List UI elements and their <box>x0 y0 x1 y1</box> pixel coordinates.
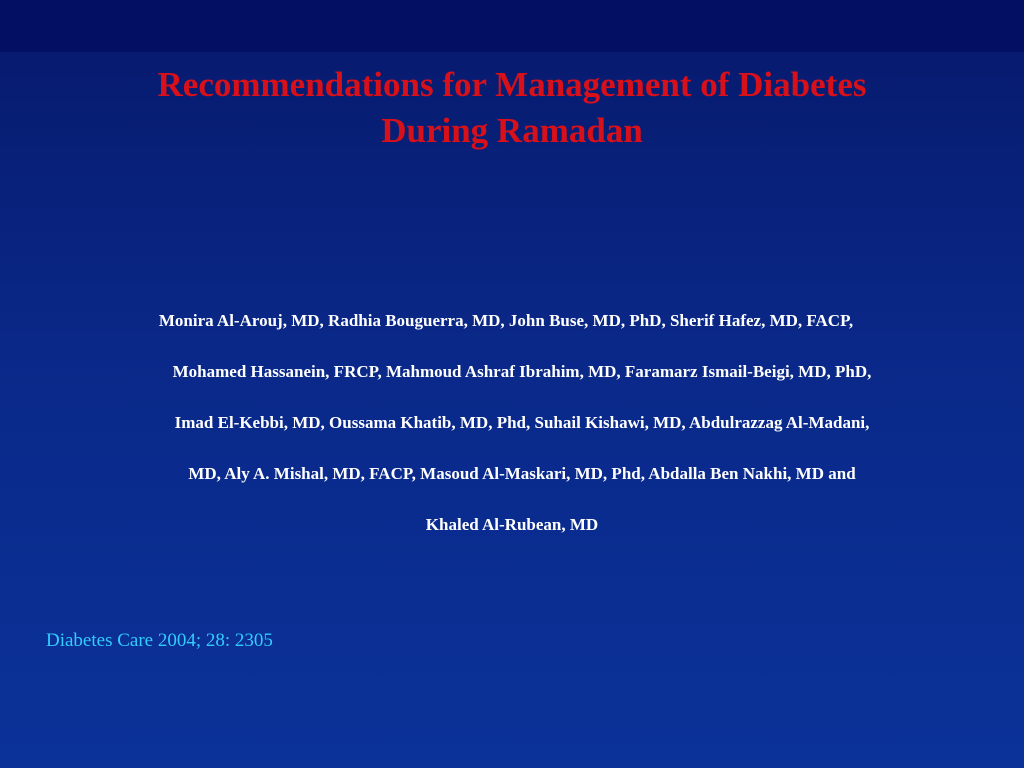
author-line-2: Mohamed Hassanein, FRCP, Mahmoud Ashraf Ibrahim, MD, Faramarz Ismail-Beigi, MD, PhD, <box>172 362 872 381</box>
author-list <box>40 305 984 560</box>
top-band <box>0 0 1024 52</box>
author-line-5: Khaled Al-Rubean, MD <box>425 515 599 534</box>
slide-title <box>0 62 1024 154</box>
author-line-1: Monira Al-Arouj, MD, Radhia Bouguerra, MD, John Buse, MD, PhD, Sherif Hafez, MD, FACP, <box>158 311 854 330</box>
title-line-2: During Ramadan <box>381 111 643 150</box>
author-line-3: Imad El-Kebbi, MD, Oussama Khatib, MD, Phd, Suhail Kishawi, MD, Abdulrazzag Al-Madani, <box>174 413 870 432</box>
citation: Diabetes Care 2004; 28: 2305 <box>46 630 273 651</box>
author-line-4: MD, Aly A. Mishal, MD, FACP, Masoud Al-Maskari, MD, Phd, Abdalla Ben Nakhi, MD and <box>188 464 856 483</box>
title-line-1: Recommendations for Management of Diabetes <box>157 65 867 104</box>
